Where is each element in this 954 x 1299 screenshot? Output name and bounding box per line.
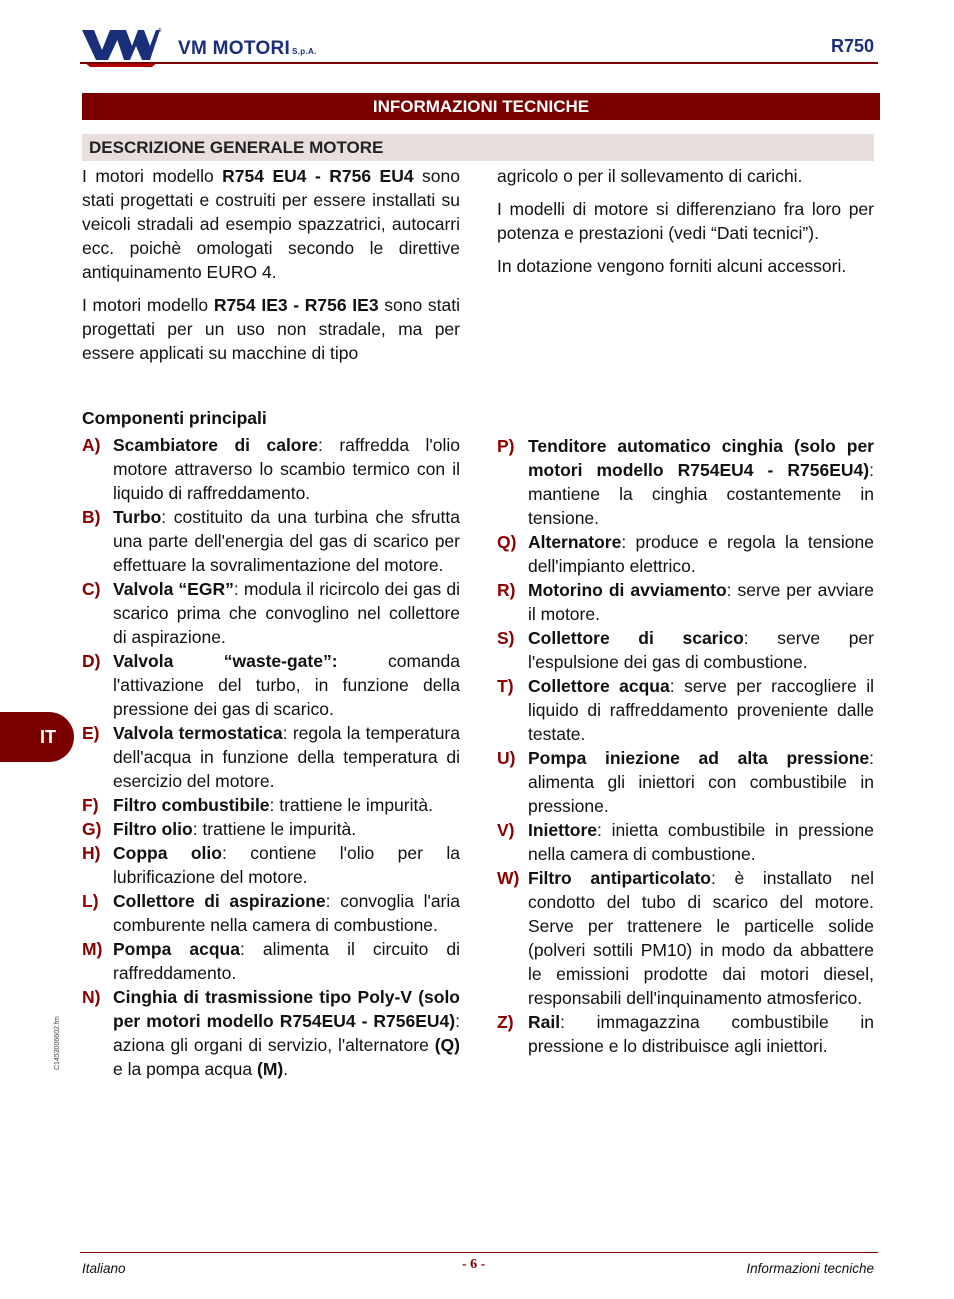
item-body: Pompa iniezione ad alta pressione: alimenta gli iniettori con combustibile in pressione. bbox=[528, 748, 874, 816]
item-body: Iniettore: inietta combustibile in pressione nella camera di combustione. bbox=[528, 820, 874, 864]
item-body: Cinghia di trasmissione tipo Poly-V (solo per motori modello R754EU4 - R756EU4): aziona gli organi di servizio, l'alternatore (Q) e la pompa acqua (M). bbox=[113, 987, 460, 1079]
list-item bbox=[82, 841, 460, 889]
footer-divider bbox=[80, 1252, 878, 1253]
item-letter: L) bbox=[82, 891, 99, 911]
list-item bbox=[82, 505, 460, 577]
intro-paragraph-1: I motori modello R754 EU4 - R756 EU4 sono stati progettati e costruiti per essere installati su veicoli stradali ad esempio spazzatrici, autocarri ecc. poichè omologati secondo le direttive antiquinamento EURO 4. bbox=[82, 166, 461, 282]
list-item bbox=[82, 577, 460, 649]
item-body: Motorino di avviamento: serve per avviare il motore. bbox=[528, 580, 875, 624]
item-letter: P) bbox=[497, 436, 515, 456]
item-body: Collettore di aspirazione: convoglia l'aria comburente nella camera di combustione. bbox=[113, 891, 461, 935]
section-title: INFORMAZIONI TECNICHE bbox=[82, 93, 880, 120]
list-item bbox=[497, 818, 874, 866]
item-body: Collettore di scarico: serve per l'espulsione dei gas di combustione. bbox=[528, 628, 874, 672]
intro-left-column bbox=[82, 164, 460, 374]
page-number: - 6 - bbox=[462, 1257, 486, 1272]
item-body: Valvola “EGR”: modula il ricircolo dei gas di scarico prima che convoglino nel collettore di aspirazione. bbox=[113, 579, 460, 647]
item-letter: G) bbox=[82, 819, 102, 839]
list-item bbox=[497, 746, 874, 818]
item-body: Pompa acqua: alimenta il circuito di raffreddamento. bbox=[113, 939, 460, 983]
item-letter: U) bbox=[497, 748, 516, 768]
list-item bbox=[82, 889, 460, 937]
list-item bbox=[82, 433, 460, 505]
item-letter: Z) bbox=[497, 1012, 514, 1032]
item-letter: W) bbox=[497, 868, 520, 888]
components-title: Componenti principali bbox=[82, 408, 267, 428]
item-letter: F) bbox=[82, 795, 99, 815]
item-body: Filtro antiparticolato: è installato nel condotto del tubo di scarico del motore. Serve per trattenere le particelle solide (polveri sottili PM10) in modo da abbattere le emissioni prodotte dai motori diesel, responsabili dell'inquinamento atmosferico. bbox=[528, 868, 874, 1008]
item-body: Valvola “waste-gate”: comanda l'attivazione del turbo, in funzione della pressione dei gas di scarico. bbox=[113, 651, 460, 719]
subsection-title: DESCRIZIONE GENERALE MOTORE bbox=[82, 134, 874, 161]
item-letter: E) bbox=[82, 723, 100, 743]
item-letter: D) bbox=[82, 651, 101, 671]
list-item bbox=[497, 866, 874, 1010]
header-divider bbox=[80, 62, 878, 64]
brand-name: VM MOTORI S.p.A. bbox=[178, 38, 317, 59]
list-item bbox=[497, 530, 874, 578]
list-item bbox=[497, 674, 874, 746]
item-letter: R) bbox=[497, 580, 516, 600]
item-letter: A) bbox=[82, 435, 101, 455]
item-letter: H) bbox=[82, 843, 101, 863]
language-tab: IT bbox=[0, 712, 74, 762]
model-code: R750 bbox=[830, 36, 874, 56]
item-letter: S) bbox=[497, 628, 515, 648]
list-item bbox=[497, 626, 874, 674]
item-letter: V) bbox=[497, 820, 515, 840]
list-item bbox=[82, 937, 460, 985]
item-body: Filtro olio: trattiene le impurità. bbox=[113, 819, 357, 839]
intro-paragraph-5: In dotazione vengono forniti alcuni accessori. bbox=[497, 256, 847, 276]
svg-text:®: ® bbox=[158, 28, 162, 34]
list-item bbox=[82, 793, 460, 817]
components-list-left bbox=[82, 433, 460, 1081]
footer-section: Informazioni tecniche bbox=[746, 1261, 874, 1276]
item-letter: T) bbox=[497, 676, 514, 696]
intro-paragraph-4: I modelli di motore si differenziano fra loro per potenza e prestazioni (vedi “Dati tecnici”). bbox=[497, 199, 874, 243]
item-letter: Q) bbox=[497, 532, 517, 552]
footer-language: Italiano bbox=[82, 1261, 126, 1276]
intro-right-column bbox=[497, 164, 874, 287]
intro-paragraph-2: I motori modello R754 IE3 - R756 IE3 sono stati progettati per un uso non stradale, ma per essere applicati su macchine di tipo bbox=[82, 295, 460, 363]
item-body: Collettore acqua: serve per raccogliere il liquido di raffreddamento proveniente dalle testate. bbox=[528, 676, 874, 744]
item-body: Scambiatore di calore: raffredda l'olio motore attraverso lo scambio termico con il liquido di raffreddamento. bbox=[113, 435, 460, 503]
item-body: Tenditore automatico cinghia (solo per motori modello R754EU4 - R756EU4): mantiene la cinghia costantemente in tensione. bbox=[528, 436, 874, 528]
item-letter: B) bbox=[82, 507, 101, 527]
list-item bbox=[497, 578, 874, 626]
item-body: Coppa olio: contiene l'olio per la lubrificazione del motore. bbox=[113, 843, 460, 887]
item-body: Rail: immagazzina combustibile in pressione e lo distribuisce agli iniettori. bbox=[528, 1012, 874, 1056]
intro-paragraph-3: agricolo o per il sollevamento di carichi. bbox=[497, 166, 803, 186]
item-body: Turbo: costituito da una turbina che sfrutta una parte dell'energia del gas di scarico per effettuare la sovralimentazione del motore. bbox=[113, 507, 460, 575]
item-letter: M) bbox=[82, 939, 103, 959]
list-item bbox=[497, 434, 874, 530]
list-item bbox=[82, 985, 460, 1081]
list-item bbox=[82, 817, 460, 841]
item-letter: C) bbox=[82, 579, 101, 599]
item-letter: N) bbox=[82, 987, 101, 1007]
list-item bbox=[82, 649, 460, 721]
item-body: Valvola termostatica: regola la temperatura dell'acqua in funzione della temperatura di esercizio del motore. bbox=[113, 723, 460, 791]
components-list-right bbox=[497, 434, 874, 1058]
file-code: C1453006602.fm bbox=[54, 1016, 61, 1070]
list-item bbox=[82, 721, 460, 793]
item-body: Filtro combustibile: trattiene le impurità. bbox=[113, 795, 433, 815]
list-item bbox=[497, 1010, 874, 1058]
item-body: Alternatore: produce e regola la tensione dell'impianto elettrico. bbox=[528, 532, 874, 576]
